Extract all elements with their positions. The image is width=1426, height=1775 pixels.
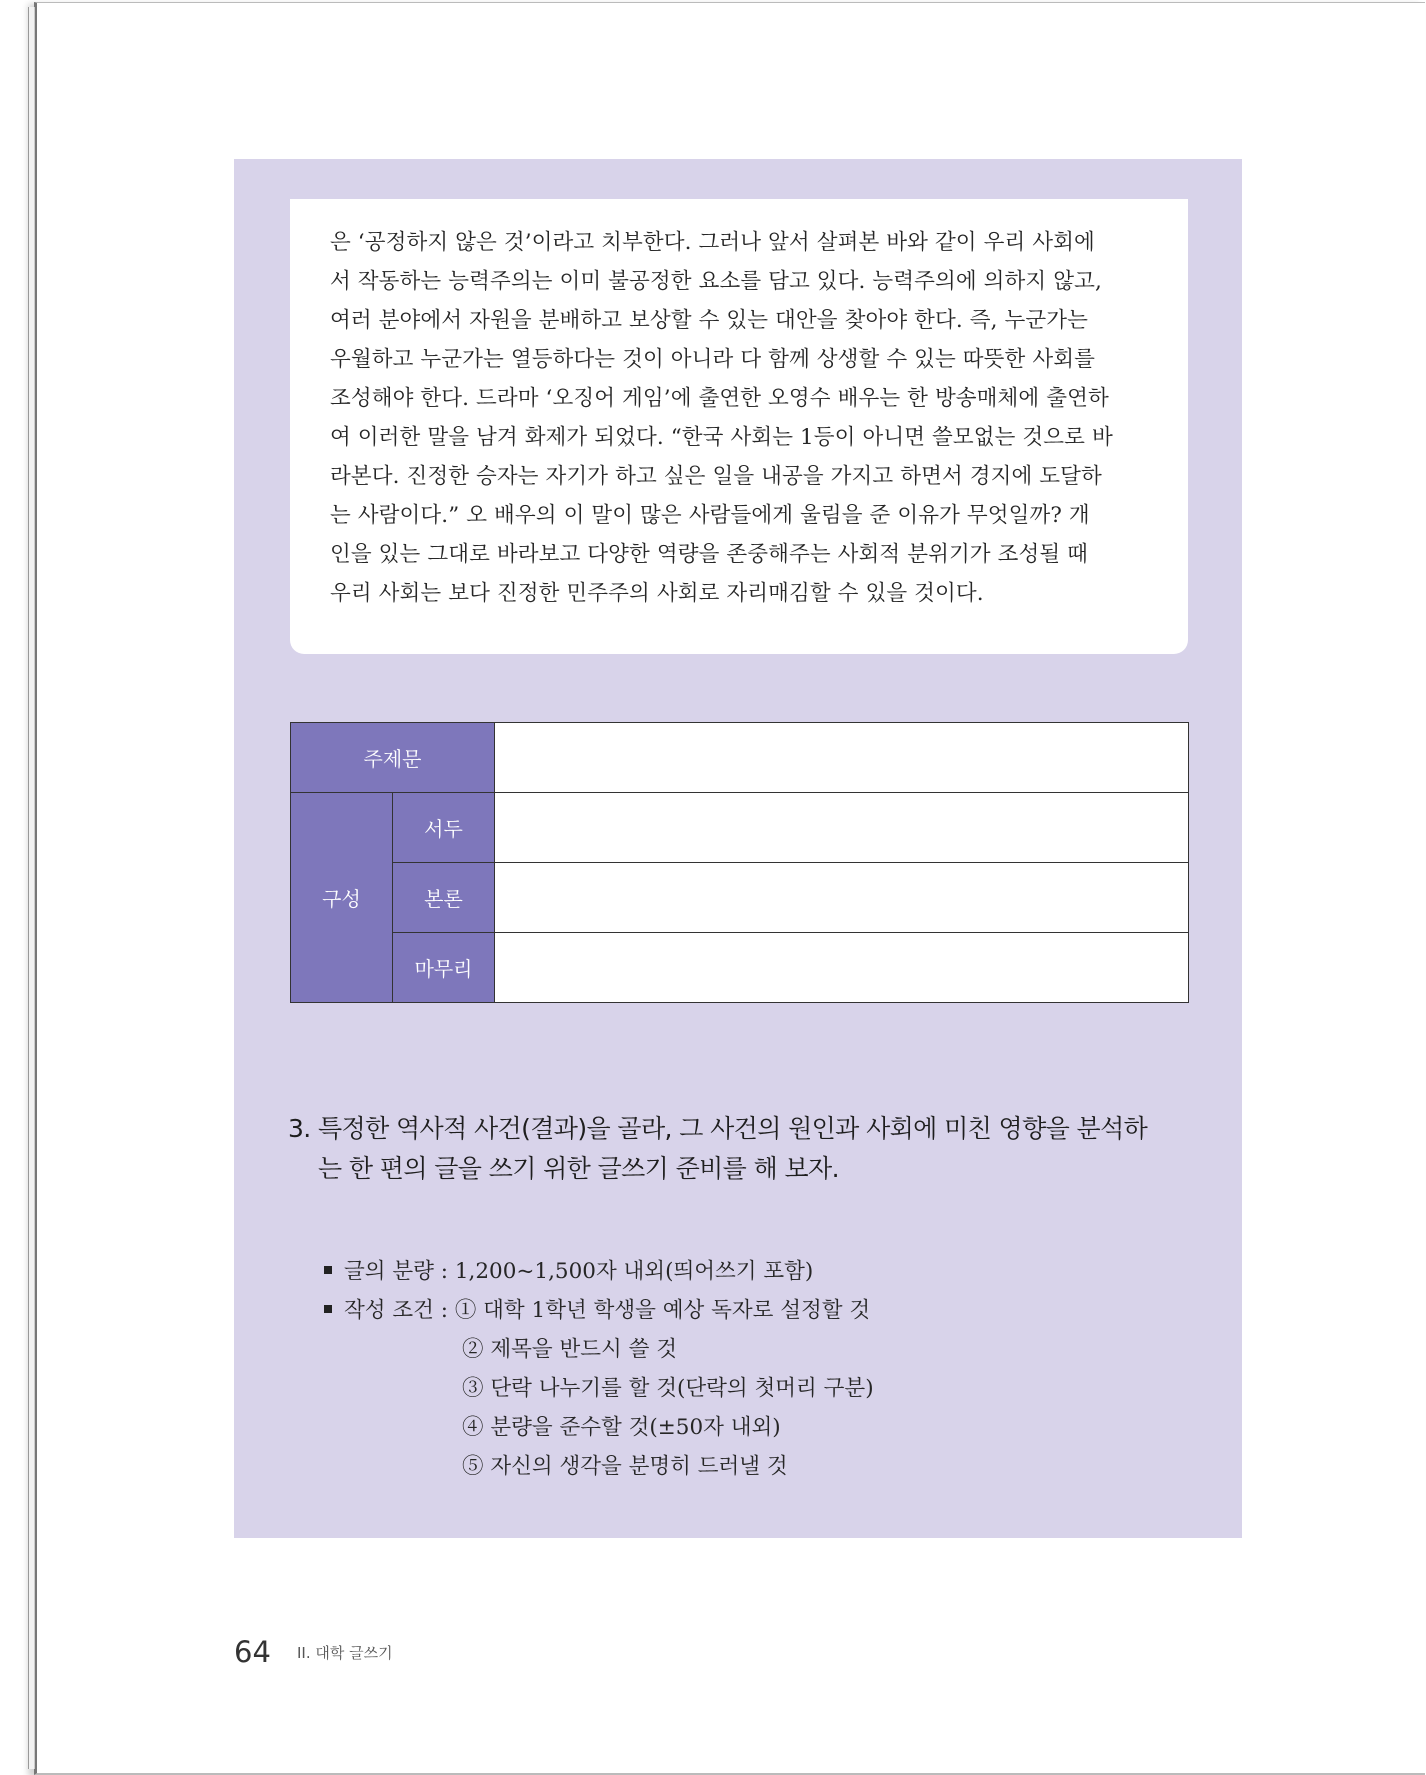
- table-row-theme: [291, 723, 1189, 793]
- condition-item: [324, 1369, 1184, 1408]
- passage-line: 라본다. 진정한 승자는 자기가 하고 싶은 일을 내공을 가지고 하면서 경지에 도달하: [330, 464, 1102, 489]
- question-3: [288, 1109, 1198, 1189]
- essay-outline-table: [290, 722, 1189, 1003]
- body-header: 본론: [393, 863, 495, 933]
- passage-line: 조성해야 한다. 드라마 ‘오징어 게임’에 출연한 오영수 배우는 한 방송매체에 출연하: [330, 386, 1109, 411]
- intro-answer-cell[interactable]: [495, 793, 1189, 863]
- condition-item: [324, 1447, 1184, 1486]
- condition-item-text: ② 제목을 반드시 쓸 것: [462, 1337, 677, 1362]
- condition-item-text: ④ 분량을 준수할 것(±50자 내외): [462, 1415, 781, 1440]
- structure-header: 구성: [291, 793, 393, 1003]
- body-answer-cell[interactable]: [495, 863, 1189, 933]
- table-row-conclusion: [291, 933, 1189, 1003]
- condition-item: [324, 1408, 1184, 1447]
- intro-header: 서두: [393, 793, 495, 863]
- passage-line: 우월하고 누군가는 열등하다는 것이 아니라 다 함께 상생할 수 있는 따뜻한 사회를: [330, 347, 1095, 372]
- condition-length: [324, 1252, 1184, 1291]
- theme-answer-cell[interactable]: [495, 723, 1189, 793]
- passage-line: 여러 분야에서 자원을 분배하고 보상할 수 있는 대안을 찾아야 한다. 즉, 누군가는: [330, 308, 1088, 333]
- conclusion-answer-cell[interactable]: [495, 933, 1189, 1003]
- reading-passage-box: [290, 199, 1188, 654]
- theme-header: 주제문: [291, 723, 495, 793]
- writing-conditions: [324, 1252, 1184, 1486]
- square-bullet-icon: [324, 1266, 332, 1274]
- table-row-body: [291, 863, 1189, 933]
- passage-line: 는 사람이다.” 오 배우의 이 말이 많은 사람들에게 울림을 준 이유가 무엇일까? 개: [330, 503, 1090, 528]
- condition-length-text: 글의 분량 : 1,200~1,500자 내외(띄어쓰기 포함): [344, 1259, 814, 1284]
- condition-item-text: ③ 단락 나누기를 할 것(단락의 첫머리 구분): [462, 1376, 874, 1401]
- passage-line: 우리 사회는 보다 진정한 민주주의 사회로 자리매김할 수 있을 것이다.: [330, 581, 984, 606]
- passage-line: 인을 있는 그대로 바라보고 다양한 역량을 존중해주는 사회적 분위기가 조성될 때: [330, 542, 1089, 567]
- passage-line: 서 작동하는 능력주의는 이미 불공정한 요소를 담고 있다. 능력주의에 의하지 않고,: [330, 269, 1102, 294]
- condition-writing: [324, 1291, 1184, 1330]
- condition-item-text: ⑤ 자신의 생각을 분명히 드러낼 것: [462, 1454, 788, 1479]
- question-line: 는 한 편의 글을 쓰기 위한 글쓰기 준비를 해 보자.: [318, 1154, 839, 1183]
- passage-line: 은 ‘공정하지 않은 것’이라고 치부한다. 그러나 앞서 살펴본 바와 같이 우리 사회에: [330, 230, 1095, 255]
- chapter-label: II. 대학 글쓰기: [297, 1644, 393, 1662]
- condition-item: [324, 1330, 1184, 1369]
- passage-line: 여 이러한 말을 남겨 화제가 되었다. “한국 사회는 1등이 아니면 쓸모없는 것으로 바: [330, 425, 1113, 450]
- conclusion-header: 마무리: [393, 933, 495, 1003]
- activity-panel: [234, 159, 1242, 1538]
- square-bullet-icon: [324, 1305, 332, 1313]
- page-number: 64: [234, 1635, 271, 1669]
- condition-writing-text: 작성 조건 : ① 대학 1학년 학생을 예상 독자로 설정할 것: [344, 1298, 871, 1323]
- question-line: 3. 특정한 역사적 사건(결과)을 골라, 그 사건의 원인과 사회에 미친 영향을 분석하: [288, 1114, 1148, 1143]
- table-row-intro: [291, 793, 1189, 863]
